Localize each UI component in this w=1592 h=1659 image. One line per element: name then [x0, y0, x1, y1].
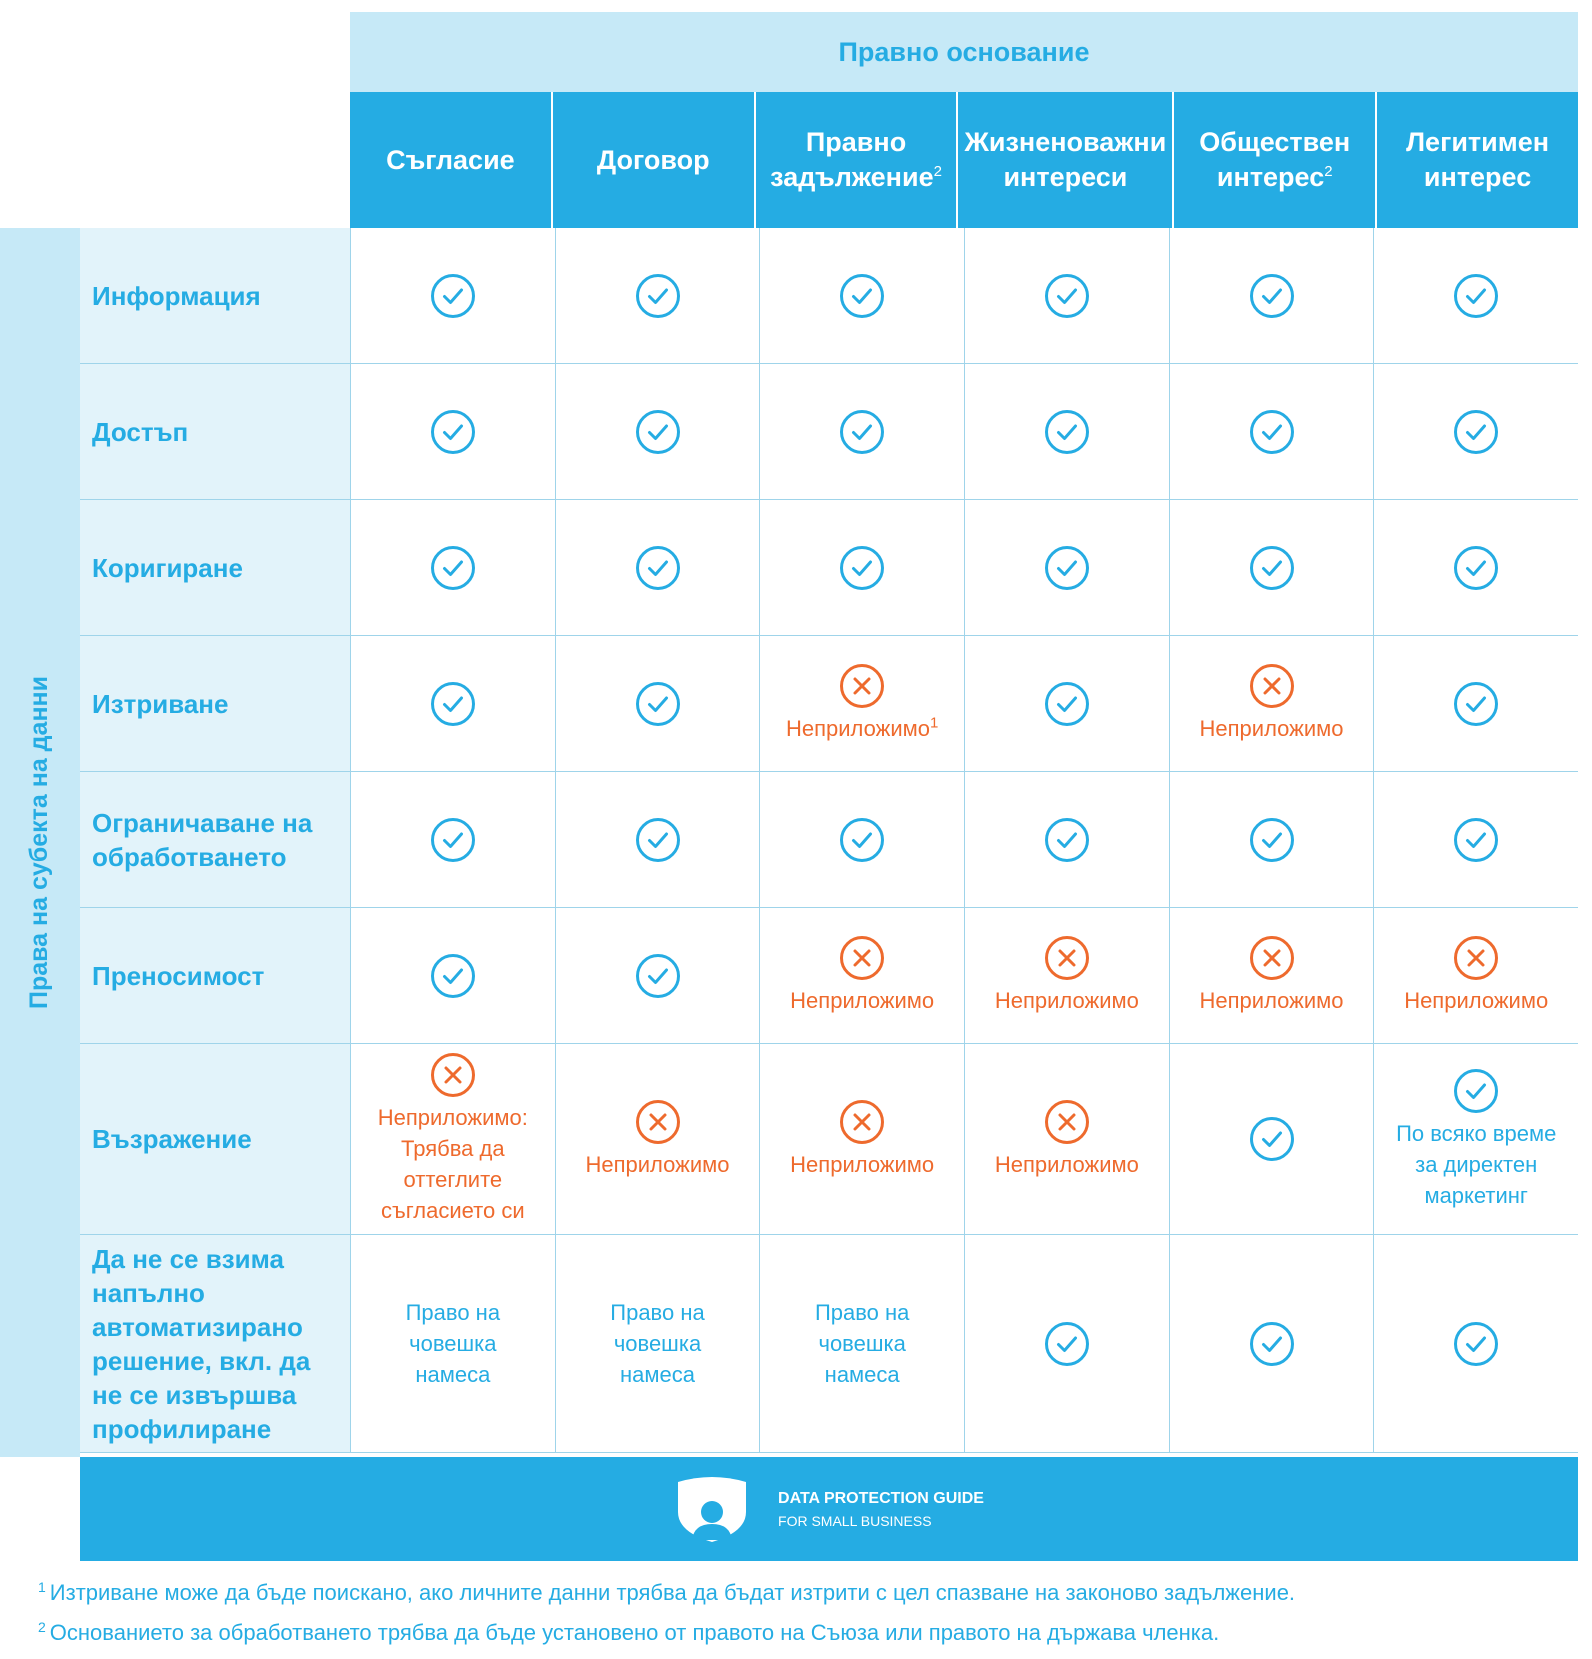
- cross-icon: [1044, 935, 1090, 981]
- check-icon: [1044, 681, 1090, 727]
- table-cell: [964, 500, 1169, 635]
- table-cell: [555, 636, 760, 771]
- row-label: Преносимост: [80, 908, 350, 1043]
- table-cell: [964, 908, 1169, 1043]
- cell-note-text: По всяко време за директен маркетинг: [1396, 1120, 1557, 1208]
- table-cell: [1169, 500, 1374, 635]
- check-icon: [1044, 817, 1090, 863]
- legal-basis-header: [350, 12, 1578, 92]
- not-applicable-text: Неприложимо: [790, 988, 935, 1013]
- table-row: [80, 772, 1578, 908]
- table-cell: [964, 228, 1169, 363]
- table-cell: [1169, 228, 1374, 363]
- row-label: Да не се взима напълно автоматизирано решение, вкл. да не се извършва профилиране: [80, 1235, 350, 1452]
- check-icon: [430, 817, 476, 863]
- column-header-label: Обществен интерес$^2$: [1199, 127, 1351, 192]
- column-header: [551, 92, 754, 228]
- check-icon: [1453, 545, 1499, 591]
- cross-icon: [635, 1099, 681, 1145]
- check-icon: [1044, 273, 1090, 319]
- column-header: [350, 92, 551, 228]
- table-cell: [964, 364, 1169, 499]
- cell-note-text: Право на човешка намеса: [610, 1300, 705, 1387]
- check-icon: [839, 273, 885, 319]
- cross-icon: [1453, 935, 1499, 981]
- table-cell: [350, 772, 555, 907]
- table-cell: [759, 1235, 964, 1452]
- cross-icon: [839, 663, 885, 709]
- cross-icon: [430, 1052, 476, 1098]
- check-icon: [1249, 409, 1295, 455]
- shield-logo-icon: [674, 1476, 750, 1542]
- cross-icon: [1044, 1099, 1090, 1145]
- table-cell: [759, 500, 964, 635]
- column-header: [956, 92, 1172, 228]
- check-icon: [1249, 1321, 1295, 1367]
- table-row: [80, 364, 1578, 500]
- table-cell: [555, 500, 760, 635]
- cross-icon: [1249, 935, 1295, 981]
- table-cell: [964, 636, 1169, 771]
- table-cell: [1373, 636, 1578, 771]
- check-icon: [430, 681, 476, 727]
- table-cell: [555, 1044, 760, 1234]
- table-cell: [350, 1235, 555, 1452]
- check-icon: [1453, 273, 1499, 319]
- table-cell: [350, 636, 555, 771]
- table-cell: [555, 364, 760, 499]
- check-icon: [430, 545, 476, 591]
- column-header: [1172, 92, 1375, 228]
- table-cell: [1169, 364, 1374, 499]
- table-cell: [964, 1235, 1169, 1452]
- table-cell: [350, 500, 555, 635]
- not-applicable-text: Неприложимо: Трябва да оттеглите съгласието си: [377, 1105, 528, 1223]
- table-cell: [350, 228, 555, 363]
- check-icon: [839, 409, 885, 455]
- table-cell: [350, 364, 555, 499]
- row-label: Ограничаване на обработването: [80, 772, 350, 907]
- cross-icon: [839, 935, 885, 981]
- column-header-label: Договор: [596, 144, 710, 175]
- table-row: [80, 908, 1578, 1044]
- table-cell: [1373, 364, 1578, 499]
- table-cell: [1373, 1044, 1578, 1234]
- check-icon: [1453, 409, 1499, 455]
- not-applicable-text: Неприложимо: [585, 1151, 730, 1177]
- not-applicable-text: Неприложимо$^1$: [786, 714, 939, 741]
- table-row: [80, 1235, 1578, 1453]
- legal-basis-title: Правно основание: [838, 36, 1090, 67]
- footnote-1-number: 1: [38, 1578, 46, 1595]
- check-icon: [1044, 545, 1090, 591]
- check-icon: [839, 817, 885, 863]
- rights-table: [80, 228, 1578, 1453]
- footnote-2-number: 2: [38, 1618, 46, 1635]
- table-row: [80, 636, 1578, 772]
- footnote-1-text: Изтриване може да бъде поискано, ако личните данни трябва да бъдат изтрити с цел спазване на законово задължение.: [49, 1580, 1296, 1605]
- data-subject-rights-band: [0, 228, 80, 1457]
- table-cell: [1373, 1235, 1578, 1452]
- not-applicable-text: Неприложимо: [1404, 988, 1549, 1013]
- not-applicable-text: Неприложимо: [1199, 716, 1344, 741]
- check-icon: [635, 953, 681, 999]
- row-label: Информация: [80, 228, 350, 363]
- row-label: Изтриване: [80, 636, 350, 771]
- not-applicable-text: Неприложимо: [994, 1151, 1139, 1177]
- check-icon: [1249, 817, 1295, 863]
- brand-tagline: FOR SMALL BUSINESS: [778, 1512, 932, 1529]
- footnote-2: [38, 1620, 1219, 1646]
- column-header-label: Съгласие: [386, 144, 515, 175]
- table-cell: [759, 908, 964, 1043]
- check-icon: [635, 817, 681, 863]
- table-cell: [759, 772, 964, 907]
- table-row: [80, 1044, 1578, 1235]
- row-label: Достъп: [80, 364, 350, 499]
- brand-logo: [674, 1476, 984, 1542]
- check-icon: [430, 953, 476, 999]
- table-cell: [759, 228, 964, 363]
- check-icon: [1044, 409, 1090, 455]
- not-applicable-text: Неприложимо: [1199, 988, 1344, 1013]
- check-icon: [1249, 1116, 1295, 1162]
- table-cell: [759, 636, 964, 771]
- check-icon: [430, 273, 476, 319]
- column-header-label: Правно задължение$^2$: [770, 127, 942, 192]
- column-header-label: Легитимен интерес: [1406, 127, 1550, 192]
- footnote-ref: 1: [930, 714, 939, 732]
- brand-name: DATA PROTECTION GUIDE: [778, 1489, 984, 1507]
- row-label: Възражение: [80, 1044, 350, 1234]
- check-icon: [1453, 681, 1499, 727]
- check-icon: [1453, 1068, 1499, 1114]
- table-cell: [759, 1044, 964, 1234]
- table-cell: [1373, 500, 1578, 635]
- table-cell: [350, 908, 555, 1043]
- table-cell: [964, 772, 1169, 907]
- footnote-2-text: Основанието за обработването трябва да бъде установено от правото на Съюза или правото на държава членка.: [49, 1620, 1220, 1645]
- column-header: [754, 92, 957, 228]
- table-cell: [1373, 772, 1578, 907]
- check-icon: [635, 545, 681, 591]
- row-label: Коригиране: [80, 500, 350, 635]
- table-row: [80, 228, 1578, 364]
- table-cell: [1169, 1044, 1374, 1234]
- footnote-ref: 2: [933, 163, 942, 180]
- check-icon: [1044, 1321, 1090, 1367]
- not-applicable-text: Неприложимо: [790, 1151, 935, 1177]
- not-applicable-text: Неприложимо: [994, 988, 1139, 1013]
- table-cell: [1373, 228, 1578, 363]
- check-icon: [1249, 545, 1295, 591]
- table-cell: [1169, 772, 1374, 907]
- column-headers: [350, 92, 1578, 228]
- table-cell: [555, 908, 760, 1043]
- check-icon: [635, 273, 681, 319]
- table-cell: [1169, 1235, 1374, 1452]
- side-label: Права на субекта на данни: [25, 675, 54, 1010]
- footer-bar: [80, 1457, 1578, 1561]
- table-cell: [1373, 908, 1578, 1043]
- footnote-1: [38, 1580, 1295, 1606]
- table-cell: [350, 1044, 555, 1234]
- check-icon: [1453, 817, 1499, 863]
- check-icon: [1249, 273, 1295, 319]
- column-header-label: Жизненоважни интереси: [964, 127, 1167, 192]
- check-icon: [430, 409, 476, 455]
- table-cell: [1169, 636, 1374, 771]
- table-row: [80, 500, 1578, 636]
- column-header: [1375, 92, 1578, 228]
- table-cell: [555, 1235, 760, 1452]
- table-cell: [759, 364, 964, 499]
- cell-note-text: Право на човешка намеса: [814, 1300, 910, 1387]
- cell-note-text: Право на човешка намеса: [405, 1300, 501, 1387]
- cross-icon: [839, 1099, 885, 1145]
- check-icon: [839, 545, 885, 591]
- table-cell: [555, 772, 760, 907]
- table-cell: [1169, 908, 1374, 1043]
- footnote-ref: 2: [1324, 163, 1333, 180]
- cross-icon: [1249, 663, 1295, 709]
- check-icon: [635, 681, 681, 727]
- check-icon: [635, 409, 681, 455]
- table-cell: [964, 1044, 1169, 1234]
- table-cell: [555, 228, 760, 363]
- check-icon: [1453, 1321, 1499, 1367]
